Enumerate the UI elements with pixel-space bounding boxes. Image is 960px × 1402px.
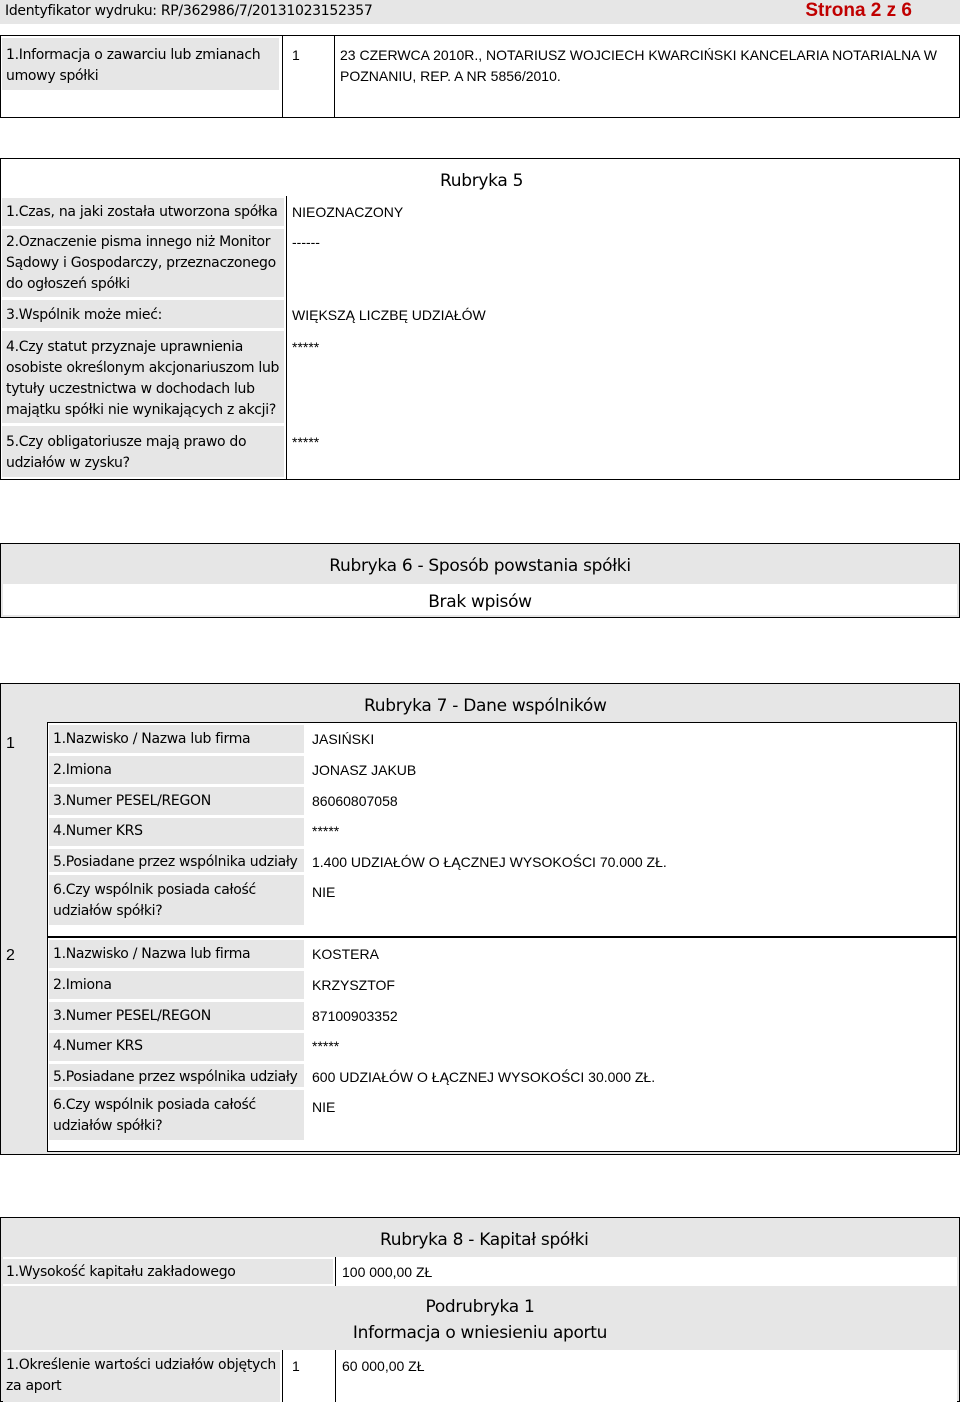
p2-label-1: 1.Nazwisko / Nazwa lub firma xyxy=(53,946,251,962)
p2-value-5: 600 UDZIAŁÓW O ŁĄCZNEJ WYSOKOŚCI 30.000 ZŁ. xyxy=(312,1069,656,1085)
r5-label-1: 1.Czas, na jaki została utworzona spółka xyxy=(6,204,278,220)
aport-label: 1.Określenie wartości udziałów objętych za aport xyxy=(6,1357,276,1394)
partner-1-number: 1 xyxy=(6,735,15,752)
p1-label-5: 5.Posiadane przez wspólnika udziały xyxy=(53,854,298,870)
aport-value: 60 000,00 ZŁ xyxy=(342,1358,425,1374)
p1-label-1: 1.Nazwisko / Nazwa lub firma xyxy=(53,731,251,747)
p1-value-5: 1.400 UDZIAŁÓW O ŁĄCZNEJ WYSOKOŚCI 70.000 ZŁ. xyxy=(312,854,667,870)
top-value-line2: POZNANIU, REP. A NR 5856/2010. xyxy=(340,68,561,84)
rubryka6-title: Rubryka 6 - Sposób powstania spółki xyxy=(329,556,631,576)
p2-value-1: KOSTERA xyxy=(312,946,379,962)
p2-label-4: 4.Numer KRS xyxy=(53,1038,143,1054)
p1-value-4: ***** xyxy=(312,823,340,839)
capital-label: 1.Wysokość kapitału zakładowego xyxy=(6,1264,236,1280)
podrubryka-subtitle: Informacja o wniesieniu aportu xyxy=(352,1323,608,1343)
top-value-line1: 23 CZERWCA 2010R., NOTARIUSZ WOJCIECH KWARCIŃSKI KANCELARIA NOTARIALNA W xyxy=(340,47,937,63)
p2-label-6: 6.Czy wspólnik posiada całość udziałów spółki? xyxy=(53,1097,256,1134)
rubryka7-title: Rubryka 7 - Dane wspólników xyxy=(364,696,607,716)
rubryka5-title: Rubryka 5 xyxy=(440,171,524,191)
p2-label-3: 3.Numer PESEL/REGON xyxy=(53,1008,211,1024)
p1-value-1: JASIŃSKI xyxy=(312,731,375,747)
print-id: Identyfikator wydruku: RP/362986/7/20131023152357 xyxy=(5,3,373,19)
p2-value-3: 87100903352 xyxy=(312,1008,398,1024)
partner-2-number: 2 xyxy=(6,947,15,964)
r5-label-4: 4.Czy statut przyznaje uprawnienia osobiste określonym akcjonariuszom lub tytuły uczestnictwa w dochodach lub majątku spółki nie wynikających z akcji? xyxy=(6,339,280,418)
p1-value-2: JONASZ JAKUB xyxy=(312,762,417,778)
p2-label-2: 2.Imiona xyxy=(53,977,112,993)
top-label-line1: 1.Informacja o zawarciu lub zmianach xyxy=(6,47,261,63)
p2-value-4: ***** xyxy=(312,1038,340,1054)
r5-label-3: 3.Wspólnik może mieć: xyxy=(6,307,163,323)
page-label: Strona 2 z 6 xyxy=(805,0,912,21)
r5-value-5: ***** xyxy=(292,434,320,450)
p1-label-6: 6.Czy wspólnik posiada całość udziałów spółki? xyxy=(53,882,256,919)
r5-value-2: ------ xyxy=(292,234,320,250)
r5-label-2: 2.Oznaczenie pisma innego niż Monitor Sądowy i Gospodarczy, przeznaczonego do ogłoszeń spółki xyxy=(6,234,276,292)
p1-value-6: NIE xyxy=(312,884,336,900)
rubryka8-title: Rubryka 8 - Kapitał spółki xyxy=(380,1230,589,1250)
p1-label-2: 2.Imiona xyxy=(53,762,112,778)
r5-value-1: NIEOZNACZONY xyxy=(292,204,404,220)
aport-number: 1 xyxy=(292,1358,300,1374)
p2-value-6: NIE xyxy=(312,1099,336,1115)
r5-value-4: ***** xyxy=(292,339,320,355)
capital-value: 100 000,00 ZŁ xyxy=(342,1264,433,1280)
podrubryka-title: Podrubryka 1 xyxy=(425,1297,535,1317)
rubryka6-empty: Brak wpisów xyxy=(428,592,532,612)
r5-value-3: WIĘKSZĄ LICZBĘ UDZIAŁÓW xyxy=(292,307,486,323)
r5-label-5: 5.Czy obligatoriusze mają prawo do udziałów w zysku? xyxy=(6,434,247,471)
p2-value-2: KRZYSZTOF xyxy=(312,977,395,993)
p1-label-3: 3.Numer PESEL/REGON xyxy=(53,793,211,809)
p2-label-5: 5.Posiadane przez wspólnika udziały xyxy=(53,1069,298,1085)
top-label-line2: umowy spółki xyxy=(6,68,99,84)
top-number: 1 xyxy=(292,47,300,63)
p1-value-3: 86060807058 xyxy=(312,793,398,809)
p1-label-4: 4.Numer KRS xyxy=(53,823,143,839)
